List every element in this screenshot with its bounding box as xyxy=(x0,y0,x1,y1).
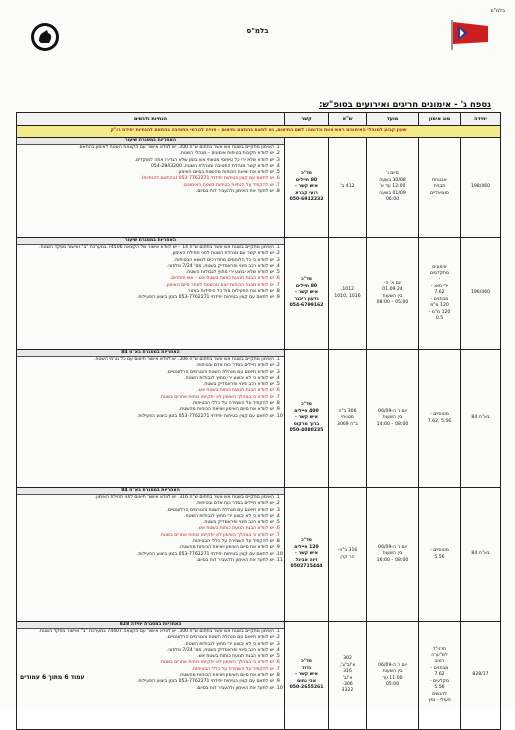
cell-type: אימונים מתקדמים - ירי מאג - 7.62 מבחנים - 120 מ"מ 120 מ"מ - 0.5 xyxy=(419,238,461,350)
instructions-category: האחריות במסגרת בא"ח 84 xyxy=(17,350,284,357)
instruction-item: 2. יש לוודא תיאום עם מנהלת השטח והגורמים הרלוונטיים. xyxy=(19,635,274,641)
instruction-item: 5. יש לוודא רכב פינוי ופראמדיק בשטח. xyxy=(19,382,274,388)
cell-date: יום ו' ה-06/09 בין השעות 08:00 – 14:00 xyxy=(367,350,419,488)
cell-sa: 302 א'/ב'/ג', 316 א'/ב' 306- 3322 xyxy=(329,622,367,730)
cell-contact: סד"כ 400 חיילים איש קשר - ברוך מרקוס 050-4080235 xyxy=(285,350,329,488)
cell-date: יום א' ה- 01.09.24 בין השעות 05:00 – 08:00 xyxy=(367,238,419,350)
column-header: הנחיות ודגשים xyxy=(17,113,285,126)
cell-contact: סד"כ גדוד איש קשר - אבי נחום 050-2655261 xyxy=(285,622,329,730)
instruction-item: 3. יש לוודא כי כל הלוחמים מתודרכים לנושא הבטיחות. xyxy=(19,258,274,264)
cell-contact: סד"כ 120 חיילים איש קשר - זיוה אביגל 0502715444 xyxy=(285,488,329,622)
instruction-item: 3. יש לוודא כי לא יבוצע ירי מחוץ לגבולות השטח. xyxy=(19,642,274,648)
table-header-row xyxy=(17,113,501,126)
instruction-item: 3. יש לוודא תיאום עם מנהלת השטח והגורמים הרלוונטיים. xyxy=(19,370,274,376)
instruction-item: 2. יש לוודא תקינות בטיחות אימונים – מנהלי השטח. xyxy=(19,151,274,157)
instructions-category: האחריות במסגרת שיעור xyxy=(17,238,284,245)
instruction-item: 9. יש לוודא את סיום האימון ויציאת הכוחות מהשטח. xyxy=(19,407,274,413)
instruction-item: 7. יש לוודא כי במהלך האימון לא יתקיימו כוחות אחרים בשטח. xyxy=(19,395,274,401)
cell-contact: סד"כ 80 חיילים איש קשר - גדעון ריבנר 054-6799162 xyxy=(285,238,329,350)
instruction-item: 8. יש לוודא את הפעילות מול כל היחידות באזור. xyxy=(19,289,274,295)
instruction-item: 6. יש לתאם עם קצין בטיחות יחידתי 053-7762271 (בהתאם להנחיות). xyxy=(19,176,274,182)
instruction-item: 8. יש לוודא את סיום האימון ויציאת הכוחות מהשטח. xyxy=(19,673,274,679)
cell-unit: 198/460 xyxy=(461,138,501,238)
column-header: יחידה xyxy=(461,113,501,126)
cell-instructions xyxy=(17,138,285,238)
cell-unit: בא"ח 84 xyxy=(461,488,501,622)
instruction-item: 5. יש לוודא את יציאת הכוחות מהשטח בסיום האימון. xyxy=(19,170,274,176)
instruction-item: 3. יש לוודא תיאום עם מנהלת השטח והגורמים הרלוונטיים. xyxy=(19,508,274,514)
instruction-item: 8. יש להקפיד על השמירה על כללי הבטיחות. xyxy=(19,401,274,407)
cell-sa: 306 ב"ה מטווחי ב"ח 3069 xyxy=(329,350,367,488)
instruction-item: 1. האימון מתקיים בשטח אש אשר בתחום ש"ח 14 – יש לוודא אישור של הקצאה 74506 במערכת "ב" ואישור מפקד השטח. xyxy=(19,245,274,251)
instruction-item: 2. יש לוודא חיילים בסדר כוח אדם ובטיחות. xyxy=(19,363,274,369)
instruction-item: 9. יש לוודא את סיום האימון ויציאת הכוחות מהשטח. xyxy=(19,545,274,551)
flag-logo xyxy=(450,20,490,50)
instructions-list xyxy=(17,145,284,195)
instruction-item: 6. יש לוודא כי במהלך האימון לא יתקיימו כוחות אחרים בשטח. xyxy=(19,660,274,666)
instructions-list xyxy=(17,357,284,420)
cell-contact: סד"כ 80 חיילים איש קשר - רועי קברא 050-6912232 xyxy=(285,138,329,238)
instruction-item: 7. יש לוודא כי במהלך האימון לא יתקיימו כוחות אחרים בשטח. xyxy=(19,533,274,539)
cell-type: תרגי"ד לש"ערה רטוב מבחנים - 7.62 מקלעים - 5.56 להגשים פעולי - נפץ xyxy=(419,622,461,730)
instruction-item: 5. יש לוודא שלא יבוצע ירי מחוץ לגבולות השטח. xyxy=(19,270,274,276)
cell-unit: בא"ח 84 xyxy=(461,350,501,488)
instruction-item: 1. האימון מתקיים בשטח אש אשר בתחום ש"ח 300. יש לוודא אישור עם הקצאה 74407 במערכת "ב" ואישור מפקד השטח. xyxy=(19,629,274,635)
instruction-item: 4. יש לוודא רכב פינוי ופראמדיק בשטח, מס' 7/24 טלפוני. xyxy=(19,264,274,270)
instruction-item: 4. יש לוודא כי לא יבוצע ירי מחוץ לגבולות השטח. xyxy=(19,514,274,520)
instruction-item: 7. יש להקפיד על השמירה על כללי הבטיחות. xyxy=(19,667,274,673)
instruction-item: 4. יש לוודא רכב פינוי ופראמדיק בשטח, מס' 7/24 טלפוני. xyxy=(19,648,274,654)
instruction-item: 3. יש לוודא שלא ירי כל טיפוסי מטווחי אש בזמן שלא הגדירו אתה למוקדים. xyxy=(19,158,274,164)
instruction-item: 9. יש לתאם עם קצין בטיחות יחידתי 053-7762271 בזמן ביצוע הפעילות. xyxy=(19,295,274,301)
cell-date: יום ו' ה-06/09 בין השעות 08:00 – 16:00 xyxy=(367,488,419,622)
cell-unit: 196/460 xyxy=(461,238,501,350)
cell-instructions xyxy=(17,350,285,488)
instruction-item: 5. יש לוודא רכב פינוי ופראמדיק בשטח. xyxy=(19,520,274,526)
instruction-item: 1. האימון מתקיים בשטח אש אשר בתחום ש"ח 316. יש לוודא אישור תיאום לפני תחילת האימון. xyxy=(19,495,274,501)
instructions-list xyxy=(17,245,284,302)
instruction-item: 1. האימון מתקיים בשטח אש אשר בתחום ש"ח 306. יש לוודא אישור תיאום עם כל גורמי השטח. xyxy=(19,357,274,363)
instruction-item: 10. יש לתאם עם קצין בטיחות יחידתי 053-7762271 בזמן ביצוע הפעילות. xyxy=(19,414,274,420)
instructions-category: האחריות במסגרת שיעור xyxy=(17,138,284,145)
table-row xyxy=(17,350,501,488)
column-header: ש"א xyxy=(329,113,367,126)
instruction-item: 10. יש לתעד את האימון ולהעביר דוח בסיום. xyxy=(19,686,274,692)
cell-type: מטווחים - 5.56 xyxy=(419,488,461,622)
cell-instructions xyxy=(17,488,285,622)
table-row xyxy=(17,138,501,238)
cell-sa: 316 ב"ה- הר קרן xyxy=(329,488,367,622)
instruction-item: 2. יש לוודא קשר עם מנהלת השטח לפני תחילת האימון. xyxy=(19,251,274,257)
classification-label: בלמ"ס xyxy=(246,27,269,35)
cell-date: יום ו' ה-06/09 בין השעות 11:00 עד 05:00 xyxy=(367,622,419,730)
cell-date: מיום ו' 30/08 בשעה 12:00 עד א' 01/09 בשעה 06:00 xyxy=(367,138,419,238)
table-row xyxy=(17,622,501,730)
instructions-category: האחריות במסגרת יחידה 828 xyxy=(17,622,284,629)
instruction-item: 9. יש לתאם עם קצין בטיחות יחידתי 053-7762271 בזמן ביצוע הפעילות. xyxy=(19,679,274,685)
cell-type: מטווחים - 5.56 ,7.62 xyxy=(419,350,461,488)
instruction-item: 7. יש להקפיד על הנחיות בטיחות בשטח האימונים. xyxy=(19,183,274,189)
cell-type: אבטחת תבנית סוציאליים xyxy=(419,138,461,238)
banner-cell: שעון קבוע למנהלי האימונים ראש צוות וכדומה: לשם התיאום, נא לתאם בהתאם ותיאום - פנייה לגורמי החטיבה בהתאם להנחיות יחידת רו"ק xyxy=(17,126,501,138)
instruction-item: 10. יש לתאם עם קצין בטיחות יחידתי 053-7762271 בזמן ביצוע הפעילות. xyxy=(19,552,274,558)
column-header: מועד xyxy=(367,113,419,126)
instructions-list xyxy=(17,495,284,564)
annex-title: נספח ג' - אימונים חריגים ואירועים בסופ"ש: xyxy=(319,100,491,110)
instruction-item: 7. יש לוודא מבנה הכוחות יוצא מהשטח לאחר סיום האימון. xyxy=(19,283,274,289)
instruction-item: 8. יש לתעד את האימון ולהעביר דוח בסיום. xyxy=(19,189,274,195)
corner-classification: בלמ"ס xyxy=(490,8,505,14)
cell-unit: 828/17 xyxy=(461,622,501,730)
page-number: עמוד 6 מתוך 6 עמודים xyxy=(20,674,85,681)
column-header: סוג אימון xyxy=(419,113,461,126)
instruction-item: 8. יש להקפיד על השמירה על כללי הבטיחות. xyxy=(19,539,274,545)
instruction-item: 1. האימון מתקיים בשטח אש אשר בתחום ש"ח 300. יש לוודא אישור עם הקצאת השטח לאימון בהתאם. xyxy=(19,145,274,151)
cell-sa: 1012, 1016 ,1010 xyxy=(329,238,367,350)
instructions-list xyxy=(17,629,284,692)
instruction-item: 11. יש לתעד את האימון ולהעביר דוח בסיום. xyxy=(19,558,274,564)
training-table xyxy=(16,112,501,730)
table-row xyxy=(17,238,501,350)
table-row xyxy=(17,488,501,622)
emblem-logo xyxy=(30,22,60,52)
banner-row xyxy=(17,126,501,138)
instruction-item: 4. יש לוודא קשר מנהלת החטיבה ומנהלת השטח, 054-2843200 xyxy=(19,164,274,170)
instruction-item: 6. יש לוודא הבנת תנועת כוחות בשטח אש – אש תותחים. xyxy=(19,276,274,282)
instruction-item: 4. יש לוודא כי לא יבוצע ירי מחוץ לגבולות השטח. xyxy=(19,376,274,382)
cell-instructions xyxy=(17,238,285,350)
instruction-item: 6. יש לוודא הבנת תנועת כוחות בשטח אש. xyxy=(19,388,274,394)
instruction-item: 5. יש לוודא הבנת תנועת כוחות בשטח אש. xyxy=(19,654,274,660)
instruction-item: 2. יש לוודא חיילים בסדר כוח אדם ובטיחות. xyxy=(19,501,274,507)
instructions-category: האחריות במסגרת בא"ח 84 xyxy=(17,488,284,495)
instruction-item: 6. יש לוודא הבנת תנועת כוחות בשטח אש. xyxy=(19,526,274,532)
cell-sa: 412 ב' xyxy=(329,138,367,238)
column-header: קשר xyxy=(285,113,329,126)
